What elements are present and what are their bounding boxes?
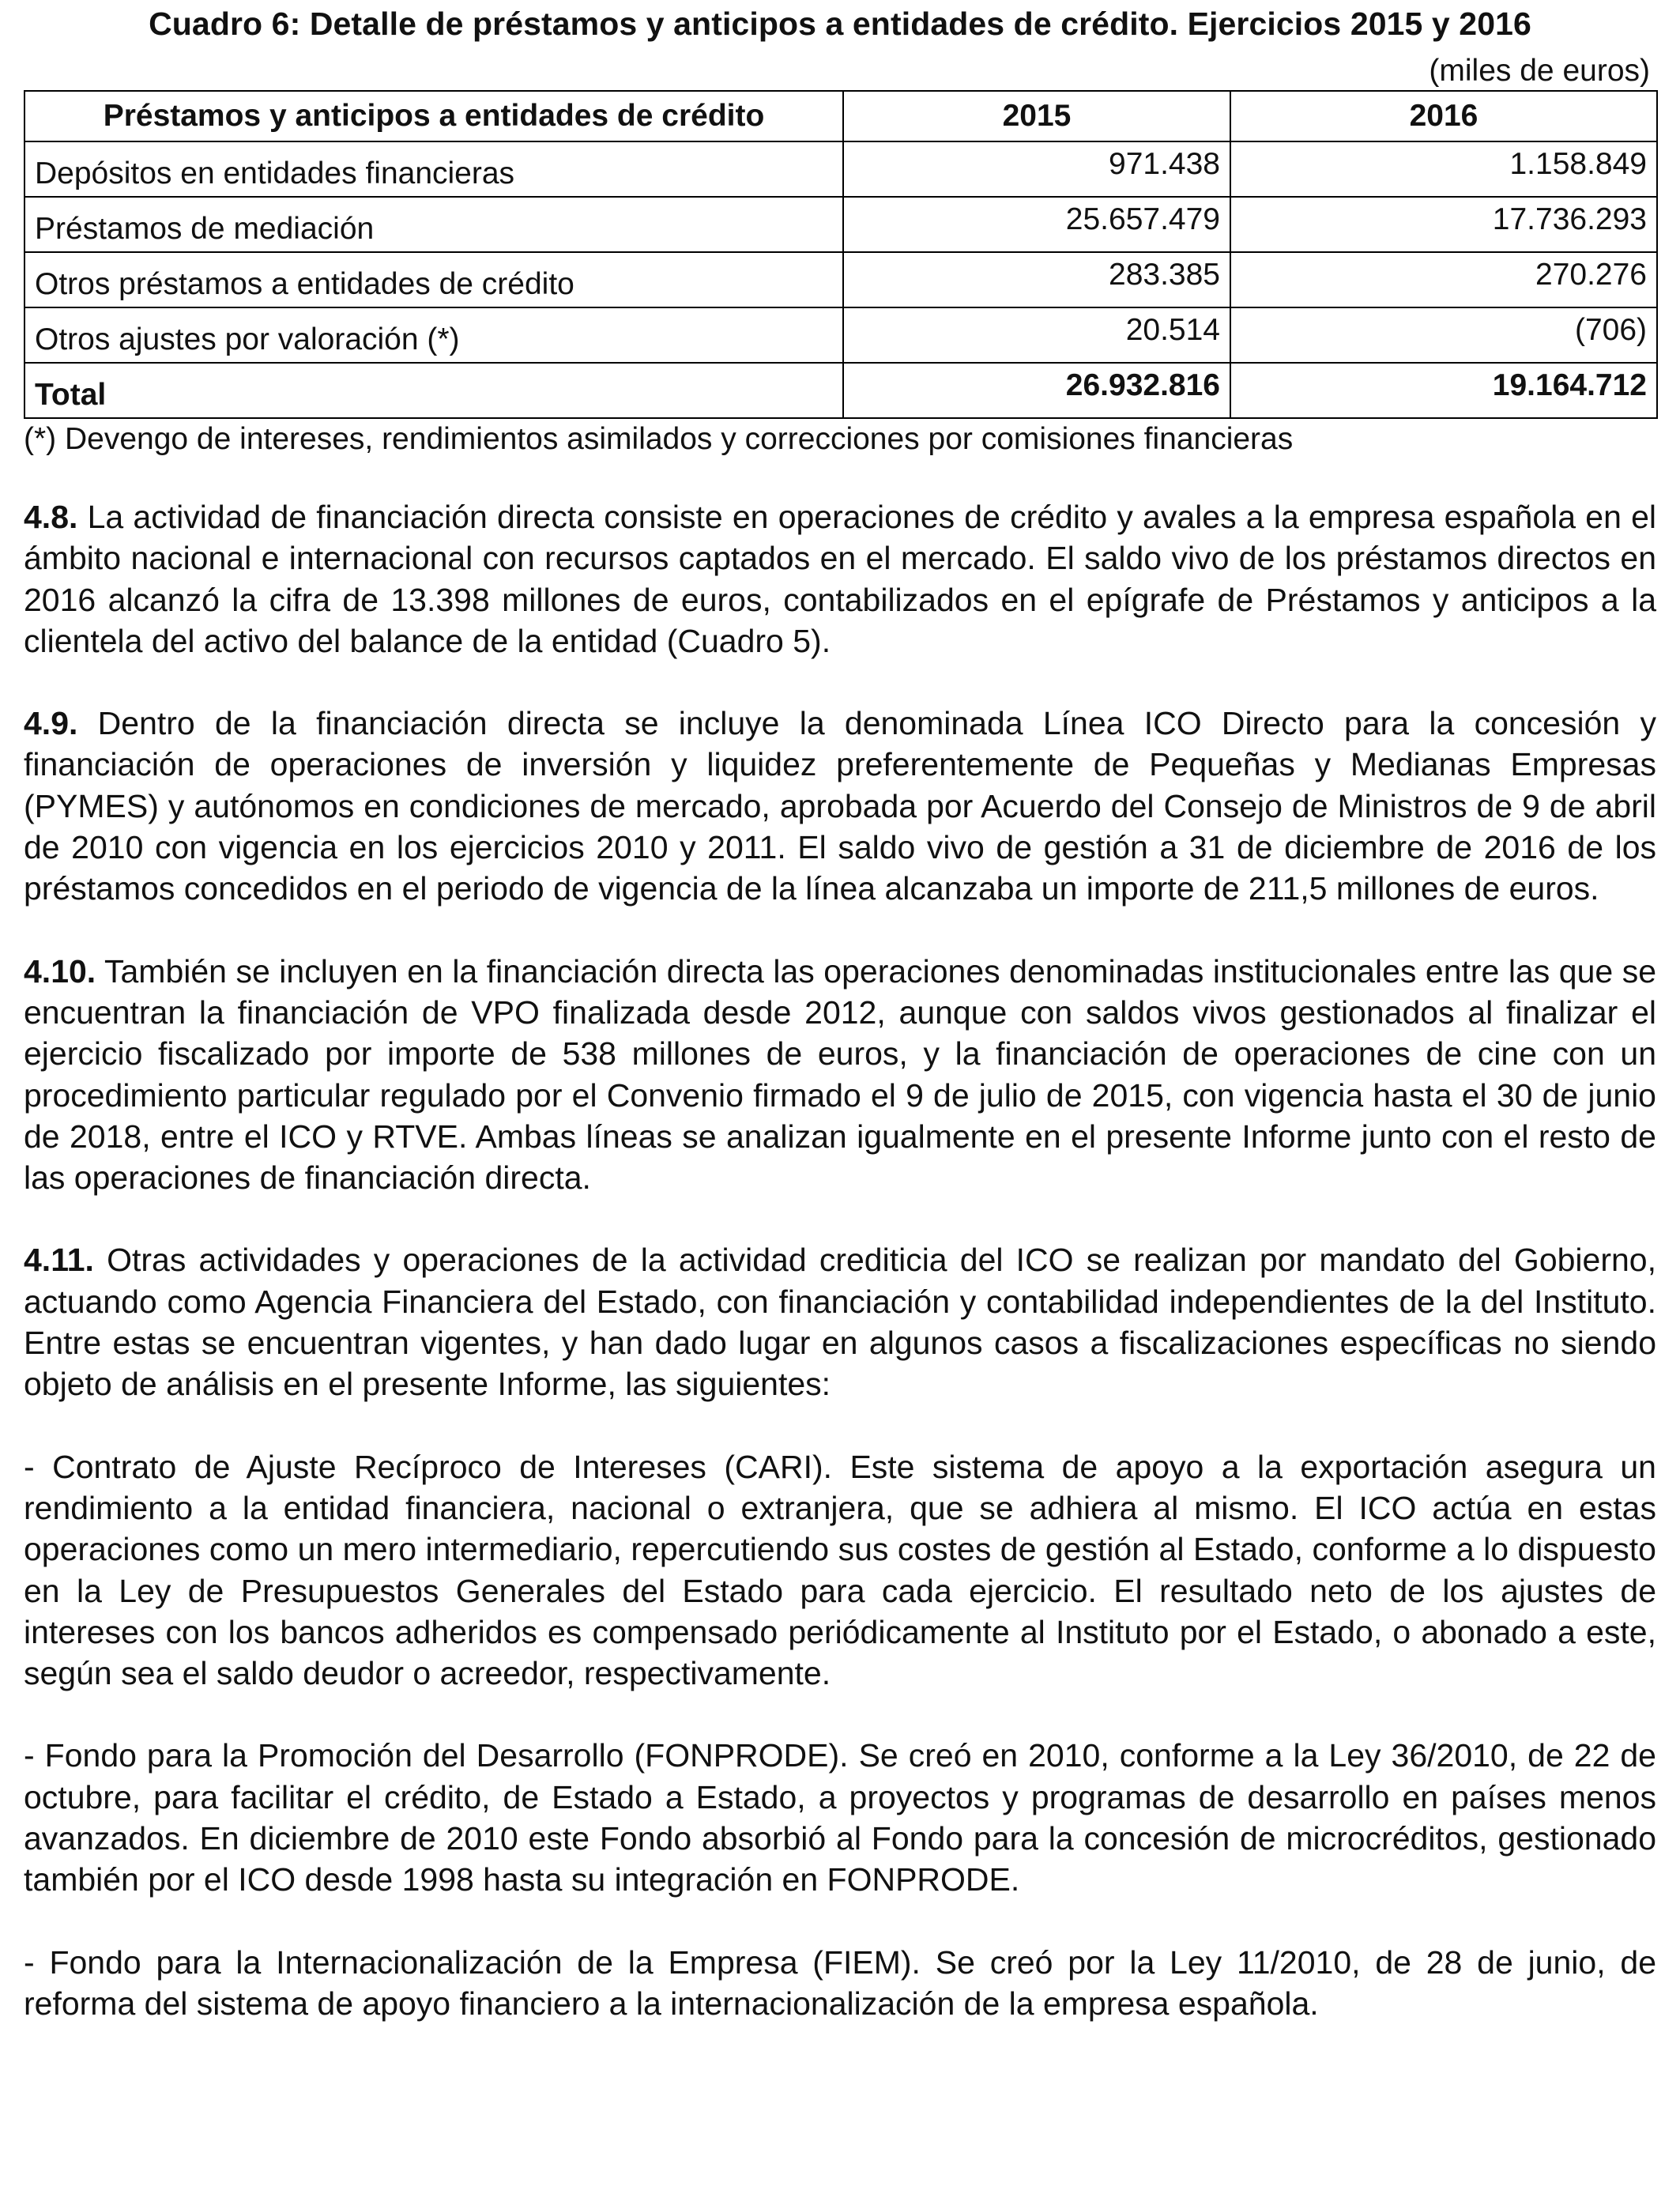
row-value-2016: 17.736.293: [1230, 197, 1657, 252]
table-header-row: [24, 91, 1657, 141]
row-value-2016: 270.276: [1230, 252, 1657, 307]
paragraph-text: - Contrato de Ajuste Recíproco de Intereses (CARI). Este sistema de apoyo a la exportación asegura un rendimiento a la entidad financiera, nacional o extranjera, que se adhiera al mismo. El ICO actúa en estas operaciones como un mero intermediario, repercutiendo sus costes de gestión al Estado, conforme a lo dispuesto en la Ley de Presupuestos Generales del Estado para cada ejercicio. El resultado neto de los ajustes de intereses con los bancos adheridos es compensado periódicamente al Instituto por el Estado, o abonado a este, según sea el saldo deudor o acreedor, respectivamente.: [24, 1448, 1656, 1692]
header-2016: 2016: [1230, 91, 1657, 141]
paragraph-4-11: [24, 1239, 1656, 1404]
paragraph-text: Dentro de la financiación directa se incluye la denominada Línea ICO Directo para la concesión y financiación de operaciones de inversión y liquidez preferentemente de Pequeñas y Medianas Empresas (PYMES) y autónomos en condiciones de mercado, aprobada por Acuerdo del Consejo de Ministros de 9 de abril de 2010 con vigencia en los ejercicios 2010 y 2011. El saldo vivo de gestión a 31 de diciembre de 2016 de los préstamos concedidos en el periodo de vigencia de la línea alcanzaba un importe de 211,5 millones de euros.: [24, 705, 1656, 907]
row-label: Otros ajustes por valoración (*): [24, 307, 843, 363]
paragraph-fonprode: [24, 1735, 1656, 1900]
row-value-2015: 25.657.479: [843, 197, 1230, 252]
row-value-2016: 1.158.849: [1230, 141, 1657, 197]
document-page: [24, 0, 1656, 2024]
paragraph-number: 4.11.: [24, 1242, 94, 1279]
paragraph-4-9: [24, 703, 1656, 909]
paragraph-number: 4.8.: [24, 499, 78, 535]
paragraph-text: - Fondo para la Internacionalización de la Empresa (FIEM). Se creó por la Ley 11/2010, de 28 de junio, de reforma del sistema de apoyo financiero a la internacionalización de la empresa española.: [24, 1943, 1656, 2022]
row-value-2015: 971.438: [843, 141, 1230, 197]
table-row: [24, 307, 1657, 363]
paragraph-text: La actividad de financiación directa consiste en operaciones de crédito y avales a la empresa española en el ámbito nacional e internacional con recursos captados en el mercado. El saldo vivo de los préstamos directos en 2016 alcanzó la cifra de 13.398 millones de euros, contabilizados en el epígrafe de Préstamos y anticipos a la clientela del activo del balance de la entidad (Cuadro 5).: [24, 499, 1656, 659]
paragraph-4-8: [24, 496, 1656, 662]
paragraph-text: También se incluyen en la financiación directa las operaciones denominadas institucionales entre las que se encuentran la financiación de VPO finalizada desde 2012, aunque con saldos vivos gestionados al finalizar el ejercicio fiscalizado por importe de 538 millones de euros, y la financiación de operaciones de cine con un procedimiento particular regulado por el Convenio firmado el 9 de julio de 2015, con vigencia hasta el 30 de junio de 2018, entre el ICO y RTVE. Ambas líneas se analizan igualmente en el presente Informe junto con el resto de las operaciones de financiación directa.: [24, 952, 1657, 1197]
table-row: [24, 252, 1657, 307]
table-footnote: (*) Devengo de intereses, rendimientos asimilados y correcciones por comisiones financieras: [24, 422, 1294, 456]
header-2015: 2015: [843, 91, 1230, 141]
row-label: Otros préstamos a entidades de crédito: [24, 252, 843, 307]
row-label: Préstamos de mediación: [24, 197, 843, 252]
paragraph-number: 4.9.: [24, 705, 78, 742]
total-value-2015: 26.932.816: [843, 363, 1230, 418]
table-row: [24, 197, 1657, 252]
paragraph-4-10: [24, 951, 1656, 1199]
row-value-2016: (706): [1230, 307, 1657, 363]
header-concept: Préstamos y anticipos a entidades de crédito: [24, 91, 843, 141]
row-label: Depósitos en entidades financieras: [24, 141, 843, 197]
table-units: (miles de euros): [1429, 54, 1650, 88]
loans-table: [24, 90, 1658, 419]
table-title: Cuadro 6: Detalle de préstamos y anticipos a entidades de crédito. Ejercicios 2015 y 2016: [149, 6, 1531, 42]
paragraph-text: - Fondo para la Promoción del Desarrollo (FONPRODE). Se creó en 2010, conforme a la Ley 36/2010, de 22 de octubre, para facilitar el crédito, de Estado a Estado, a proyectos y programas de desarrollo en países menos avanzados. En diciembre de 2010 este Fondo absorbió al Fondo para la concesión de microcréditos, gestionado también por el ICO desde 1998 hasta su integración en FONPRODE.: [24, 1737, 1656, 1898]
table-row: [24, 141, 1657, 197]
total-value-2016: 19.164.712: [1230, 363, 1657, 418]
row-value-2015: 283.385: [843, 252, 1230, 307]
total-label: Total: [24, 363, 843, 418]
paragraph-text: Otras actividades y operaciones de la actividad crediticia del ICO se realizan por mandato del Gobierno, actuando como Agencia Financiera del Estado, con financiación y contabilidad independientes de la del Instituto. Entre estas se encuentran vigentes, y han dado lugar en algunos casos a fiscalizaciones específicas no siendo objeto de análisis en el presente Informe, las siguientes:: [24, 1242, 1656, 1403]
paragraph-number: 4.10.: [24, 952, 96, 990]
paragraph-cari: [24, 1446, 1656, 1695]
paragraph-fiem: [24, 1942, 1656, 2025]
table-total-row: [24, 363, 1657, 418]
row-value-2015: 20.514: [843, 307, 1230, 363]
